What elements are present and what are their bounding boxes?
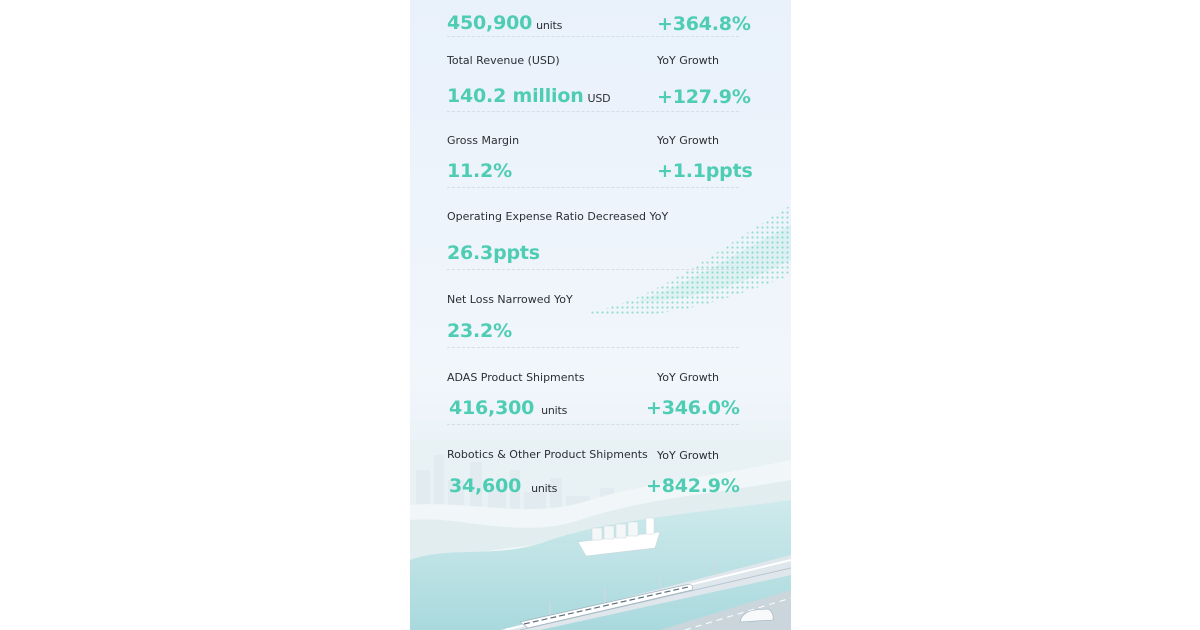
robotics-shipments-value: 34,600 units: [449, 475, 558, 497]
adas-shipments-label: ADAS Product Shipments: [447, 371, 585, 384]
gross-margin-growth-label: YoY Growth: [657, 134, 720, 147]
adas-growth-value: +346.0%: [646, 397, 740, 419]
revenue-value: 140.2 million USD: [447, 85, 611, 107]
divider: [447, 347, 739, 348]
gross-margin-label: Gross Margin: [447, 134, 520, 147]
gross-margin-value: 11.2%: [447, 160, 512, 182]
revenue-growth-value: +127.9%: [657, 86, 751, 108]
robotics-shipments-unit: units: [531, 482, 558, 495]
adas-shipments-unit: units: [541, 404, 568, 417]
opex-ratio-label: Operating Expense Ratio Decreased YoY: [447, 210, 669, 223]
revenue-label: Total Revenue (USD): [447, 54, 560, 67]
robotics-growth-label: YoY Growth: [657, 449, 720, 462]
divider: [447, 187, 739, 188]
revenue-unit: USD: [587, 92, 611, 105]
gross-margin-growth-value: +1.1ppts: [657, 160, 753, 182]
divider: [447, 36, 739, 37]
infographic-card: [410, 0, 791, 630]
net-loss-value: 23.2%: [447, 320, 512, 342]
robotics-growth-value: +842.9%: [646, 475, 740, 497]
divider: [447, 269, 739, 270]
adas-shipments-value: 416,300 units: [449, 397, 568, 419]
opex-ratio-value: 26.3ppts: [447, 242, 540, 264]
robotics-shipments-label: Robotics & Other Product Shipments: [447, 448, 648, 461]
divider: [447, 111, 739, 112]
total-shipments-growth: +364.8%: [657, 13, 751, 35]
total-shipments-value: 450,900 units: [447, 12, 563, 34]
divider: [447, 424, 739, 425]
net-loss-label: Net Loss Narrowed YoY: [447, 293, 573, 306]
revenue-growth-label: YoY Growth: [657, 54, 720, 67]
total-shipments-unit: units: [536, 19, 563, 32]
adas-growth-label: YoY Growth: [657, 371, 720, 384]
